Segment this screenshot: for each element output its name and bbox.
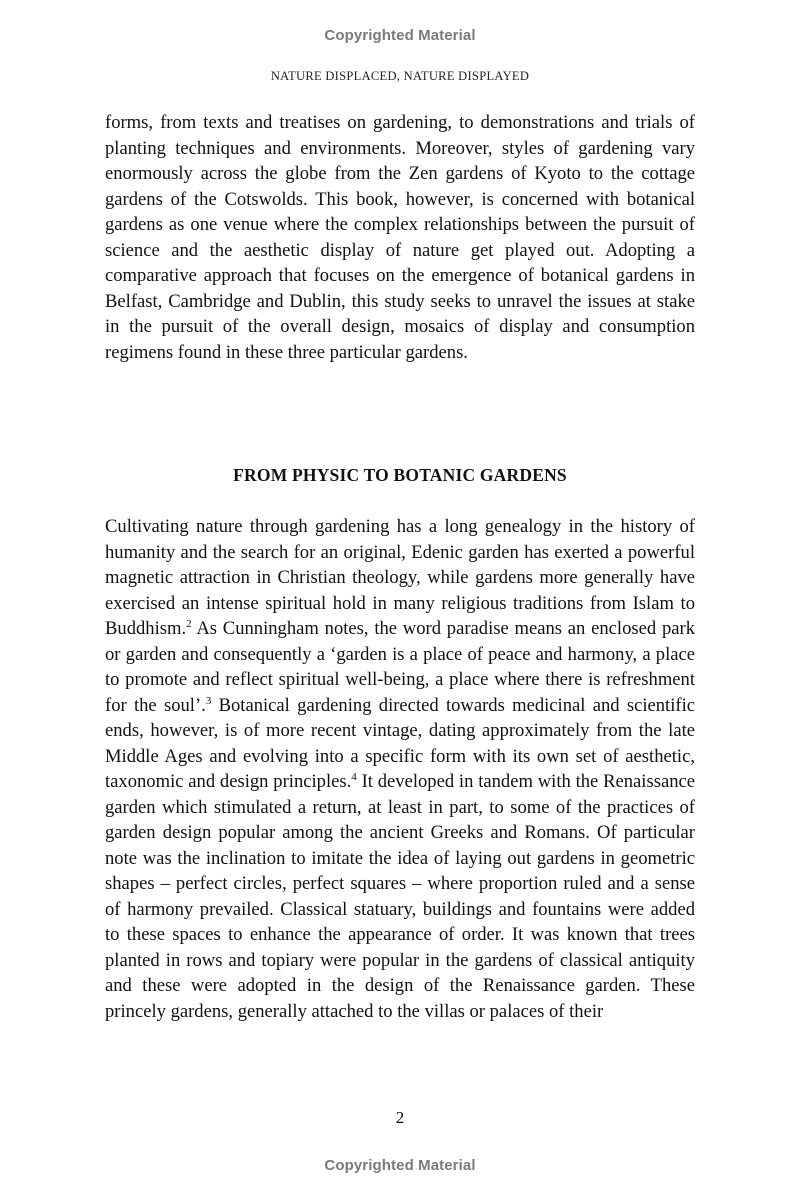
page-number: 2	[395, 1108, 405, 1127]
copyright-watermark-bottom: Copyrighted Material	[324, 1157, 476, 1174]
running-head: NATURE DISPLACED, NATURE DISPLAYED	[270, 69, 530, 83]
footnote-marker-4: 4	[351, 770, 357, 783]
paragraph-2-text-4: It developed in tandem with the Renaissance garden which stimulated a return, at least in part, to some of the practices of garden design popular among the ancient Greeks and Romans. Of particular note was the inclination to imitate the idea of laying out gardens in geometric shapes – perfect circles, perfect squares – where proportion ruled and a sense of harmony prevailed. Classical statuary, buildings and fountains were added to these spaces to enhance the appearance of order. It was known that trees planted in rows and topiary were popular in the gardens of classical antiquity and these were adopted in the design of the Renaissance garden. These princely gardens, generally attached to the villas or palaces of their	[105, 771, 696, 1022]
body-paragraph-1: forms, from texts and treatises on gardening, to demonstrations and trials of planting techniques and environments. Moreover, styles of gardening vary enormously across the globe from the Zen gardens of Kyoto to the cottage gardens of the Cotswolds. This book, however, is concerned with botanical gardens as one venue where the complex relationships between the pursuit of science and the aesthetic display of nature get played out. Adopting a comparative approach that focuses on the emergence of botanical gardens in Belfast, Cambridge and Dublin, this study seeks to unravel the issues at stake in the pursuit of the overall design, mosaics of display and consumption regimens found in these three particular gardens.	[105, 112, 695, 363]
footnote-marker-2: 2	[186, 617, 192, 630]
body-paragraph-2	[105, 514, 695, 1024]
copyright-watermark-top: Copyrighted Material	[324, 27, 476, 44]
paragraph-2-text-1: Cultivating nature through gardening has a long genealogy in the history of humanity and the search for an original, Edenic garden has exerted a powerful magnetic attraction in Christian theology, while gardens more generally have exercised an intense spiritual hold in many religious traditions from Islam to Buddhism.	[105, 516, 695, 639]
footnote-marker-3: 3	[205, 694, 212, 707]
section-heading: FROM PHYSIC TO BOTANIC GARDENS	[233, 465, 567, 485]
paragraph-2-text-3: Botanical gardening directed towards medicinal and scientific ends, however, is of more recent vintage, dating approximately from the late Middle Ages and evolving into a specific form with its own set of aesthetic, taxonomic and design principles.	[105, 694, 695, 792]
paragraph-2-text-2: As Cunningham notes, the word paradise means an enclosed park or garden and consequently a ‘garden is a place of peace and harmony, a place to promote and reflect spiritual well-being, a place where there is refreshment for the soul’.	[105, 618, 695, 716]
